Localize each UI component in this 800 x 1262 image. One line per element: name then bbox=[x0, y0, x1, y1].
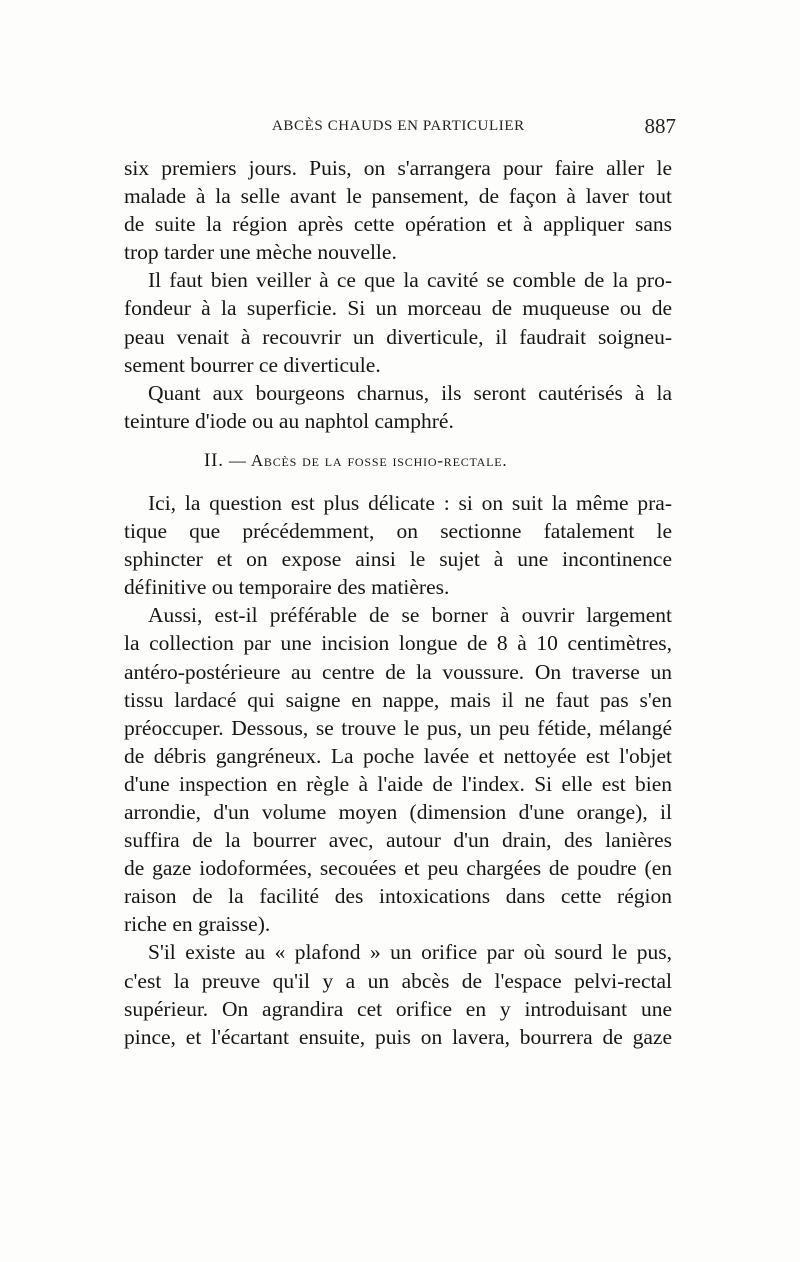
paragraph bbox=[124, 266, 672, 378]
text-line: arrondie, d'un volume moyen (dimension d'une orange), il bbox=[124, 799, 672, 824]
paragraph bbox=[124, 489, 672, 601]
text-line: raison de la facilité des intoxications dans cette région bbox=[124, 884, 672, 909]
text-line: fondeur à la superficie. Si un morceau de muqueuse ou de bbox=[124, 296, 672, 321]
text-line: de débris gangréneux. La poche lavée et nettoyée est l'objet bbox=[124, 743, 672, 768]
page-header bbox=[124, 112, 680, 142]
text-line: de suite la région après cette opération et à appliquer sans bbox=[124, 212, 672, 237]
text-line: sphincter et on expose ainsi le sujet à une incontinence bbox=[124, 547, 672, 572]
text-line: Aussi, est-il préférable de se borner à ouvrir largement bbox=[148, 603, 672, 628]
text-line: préoccuper. Dessous, se trouve le pus, un peu fétide, mélangé bbox=[124, 715, 672, 740]
text-line: antéro-postérieure au centre de la voussure. On traverse un bbox=[124, 659, 672, 684]
text-line: la collection par une incision longue de 8 à 10 centimètres, bbox=[124, 631, 672, 656]
paragraph bbox=[124, 601, 672, 938]
paragraph bbox=[124, 154, 672, 266]
text-line: supérieur. On agrandira cet orifice en y introduisant une bbox=[124, 996, 672, 1021]
text-line: S'il existe au « plafond » un orifice par où sourd le pus, bbox=[148, 940, 672, 965]
text-line: Il faut bien veiller à ce que la cavité se comble de la pro- bbox=[148, 268, 672, 293]
text-line: pince, et l'écartant ensuite, puis on lavera, bourrera de gaze bbox=[124, 1024, 672, 1049]
text-line: malade à la selle avant le pansement, de façon à laver tout bbox=[124, 184, 672, 209]
text-line: sement bourrer ce diverticule. bbox=[124, 352, 381, 377]
text-line: suffira de la bourrer avec, autour d'un drain, des lanières bbox=[124, 828, 672, 853]
text-line: tique que précédemment, on sectionne fatalement le bbox=[124, 519, 672, 544]
text-line: peau venait à recouvrir un diverticule, il faudrait soigneu- bbox=[124, 324, 672, 349]
body-text bbox=[124, 154, 672, 1051]
paragraph bbox=[124, 379, 672, 435]
running-title: ABCÈS CHAUDS EN PARTICULIER bbox=[272, 118, 525, 134]
text-line: six premiers jours. Puis, on s'arrangera pour faire aller le bbox=[124, 156, 672, 180]
text-line: d'une inspection en règle à l'aide de l'index. Si elle est bien bbox=[124, 771, 672, 796]
text-line: tissu lardacé qui saigne en nappe, mais il ne faut pas s'en bbox=[124, 687, 672, 712]
paragraph bbox=[124, 938, 672, 1050]
text-line: Ici, la question est plus délicate : si on suit la même pra- bbox=[148, 490, 672, 515]
text-line: de gaze iodoformées, secouées et peu chargées de poudre (en bbox=[124, 856, 672, 881]
text-line: définitive ou temporaire des matières. bbox=[124, 575, 450, 600]
section-number: II. bbox=[204, 449, 224, 471]
text-line: teinture d'iode ou au naphtol camphré. bbox=[124, 408, 454, 433]
text-line: trop tarder une mèche nouvelle. bbox=[124, 240, 397, 265]
section-title: Abcès de la fosse ischio-rectale. bbox=[250, 450, 508, 470]
text-line: riche en graisse). bbox=[124, 912, 271, 937]
page-number: 887 bbox=[644, 114, 676, 138]
section-dash: — bbox=[228, 450, 247, 470]
text-line: c'est la preuve qu'il y a un abcès de l'espace pelvi-rectal bbox=[124, 968, 672, 993]
text-line: Quant aux bourgeons charnus, ils seront cautérisés à la bbox=[148, 380, 672, 405]
section-heading bbox=[124, 447, 672, 477]
